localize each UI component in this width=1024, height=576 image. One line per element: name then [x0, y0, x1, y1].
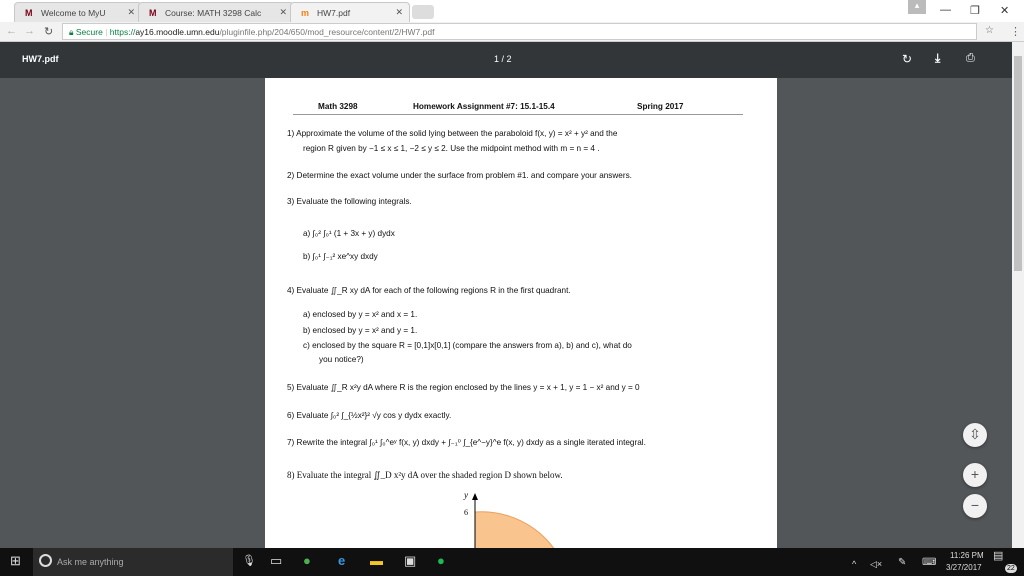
page-total: / 2	[501, 54, 512, 64]
umn-favicon-icon: M	[149, 8, 157, 18]
question-7: 7) Rewrite the integral ∫₀¹ ∫₀^eʸ f(x, y) dxdy + ∫₋₁⁰ ∫_{e^−y}^e f(x, y) dxdy as a single iterated integral.	[287, 438, 646, 447]
zoom-in-button[interactable]: +	[963, 463, 987, 487]
address-bar-row	[0, 22, 1024, 42]
scrollbar-thumb[interactable]	[1014, 56, 1022, 271]
task-view-icon[interactable]: ▭	[270, 553, 283, 568]
question-1-cont: region R given by −1 ≤ x ≤ 1, −2 ≤ y ≤ 2. Use the midpoint method with m = n = 4 .	[303, 144, 600, 153]
bookmark-star-icon[interactable]: ☆	[985, 25, 994, 36]
forward-icon[interactable]: →	[24, 25, 35, 37]
lock-icon: 🔒︎	[69, 27, 76, 37]
url-input[interactable]: 🔒︎ Secure | https://ay16.moodle.umn.edu/pluginfile.php/204/650/mod_resource/content/2/HW7.pdf	[62, 23, 977, 40]
question-1: 1) Approximate the volume of the solid lying between the paraboloid f(x, y) = x² + y² and the	[287, 129, 618, 138]
question-4c-cont: you notice?)	[319, 355, 364, 364]
profile-icon[interactable]: ▴	[908, 0, 926, 14]
restore-button[interactable]: ❐	[970, 5, 980, 17]
question-8: 8) Evaluate the integral ∬_D x²y dA over the shaded region D shown below.	[287, 470, 563, 480]
back-icon[interactable]: ←	[6, 25, 17, 37]
minimize-button[interactable]: —	[940, 4, 951, 16]
tab-strip	[0, 0, 1024, 22]
clock-date[interactable]: 3/27/2017	[946, 563, 982, 572]
y-tick-6: 6	[464, 508, 469, 517]
question-3a: a) ∫₀² ∫₀¹ (1 + 3x + y) dydx	[303, 229, 395, 238]
doc-course: Math 3298	[318, 102, 358, 111]
search-placeholder: Ask me anything	[57, 557, 124, 567]
pdf-toolbar	[0, 42, 1012, 78]
url-host: ay16.moodle.umn.edu	[135, 27, 220, 37]
page-indicator	[494, 54, 512, 64]
close-tab-icon[interactable]: ✕	[279, 7, 287, 17]
question-2: 2) Determine the exact volume under the surface from problem #1. and compare your answers.	[287, 171, 632, 180]
region-d-figure	[445, 490, 565, 550]
new-tab-button[interactable]	[412, 5, 434, 19]
print-icon[interactable]: ⎙	[966, 52, 975, 64]
spotify-icon[interactable]: ●	[437, 553, 445, 568]
doc-term: Spring 2017	[637, 102, 684, 111]
url-path: /pluginfile.php/204/650/mod_resource/content/2/HW7.pdf	[219, 27, 435, 37]
moodle-favicon-icon: m	[301, 8, 310, 18]
tab-label: Course: MATH 3298 Calc	[165, 8, 262, 18]
action-center-icon[interactable]: ▤	[993, 550, 1004, 562]
taskbar	[0, 548, 1024, 576]
cortana-search[interactable]	[33, 548, 233, 576]
edge-icon[interactable]: e	[338, 553, 346, 568]
url-scheme: https://	[109, 27, 136, 37]
tab-label: Welcome to MyU	[41, 8, 106, 18]
question-4a: a) enclosed by y = x² and x = 1.	[303, 310, 418, 319]
windows-start-icon[interactable]: ⊞	[10, 553, 21, 568]
close-window-button[interactable]: ✕	[1000, 5, 1010, 17]
header-rule	[293, 114, 743, 115]
question-3: 3) Evaluate the following integrals.	[287, 197, 412, 206]
microphone-icon[interactable]: 🎙︎	[242, 555, 256, 567]
tab-course[interactable]	[138, 2, 294, 22]
pdf-page	[265, 78, 777, 548]
show-hidden-icons[interactable]: ^	[852, 559, 857, 569]
tab-label: HW7.pdf	[317, 8, 351, 18]
question-4c: c) enclosed by the square R = [0,1]x[0,1] (compare the answers from a), b) and c), what do	[303, 341, 632, 350]
scrollbar[interactable]	[1012, 42, 1024, 548]
question-4: 4) Evaluate ∬_R xy dA for each of the following regions R in the first quadrant.	[287, 286, 571, 295]
question-5: 5) Evaluate ∬_R x²y dA where R is the region enclosed by the lines y = x + 1, y = 1 − x² and y = 0	[287, 383, 640, 392]
shaded-region-d	[475, 512, 555, 550]
tab-welcome[interactable]	[14, 2, 142, 22]
pen-icon[interactable]: ✎	[898, 557, 907, 568]
download-icon[interactable]: ⤓	[935, 51, 941, 65]
keyboard-icon[interactable]: ⌨	[922, 557, 937, 568]
question-3b: b) ∫₀¹ ∫₋₁² xe^xy dxdy	[303, 252, 378, 261]
menu-icon[interactable]: ⋮	[1010, 26, 1021, 38]
close-tab-icon[interactable]: ✕	[395, 7, 403, 17]
umn-favicon-icon: M	[25, 8, 33, 18]
secure-label: Secure	[75, 27, 103, 37]
cortana-circle-icon	[39, 554, 52, 567]
notification-count: 22	[1007, 565, 1015, 572]
zoom-out-button[interactable]: −	[963, 494, 987, 518]
close-tab-icon[interactable]: ✕	[127, 7, 135, 17]
question-4b: b) enclosed by y = x² and y = 1.	[303, 326, 418, 335]
store-icon[interactable]: ▣	[404, 553, 417, 568]
y-axis-label: y	[464, 490, 468, 500]
question-6: 6) Evaluate ∫₀² ∫_{½x²}² √y cos y dydx exactly.	[287, 411, 452, 420]
page-number[interactable]: 1	[494, 54, 500, 64]
y-axis-arrow-icon	[472, 493, 478, 500]
tab-hw7[interactable]	[290, 2, 410, 22]
fit-to-page-button[interactable]: ⇳	[963, 423, 987, 447]
chrome-icon[interactable]: ●	[303, 553, 311, 568]
volume-muted-icon[interactable]: ◁×	[870, 559, 883, 569]
rotate-icon[interactable]: ↻	[902, 52, 913, 66]
doc-assignment: Homework Assignment #7: 15.1-15.4	[413, 102, 555, 111]
file-explorer-icon[interactable]: ▬	[370, 553, 383, 568]
clock-time[interactable]: 11:26 PM	[950, 551, 984, 560]
pdf-title: HW7.pdf	[22, 54, 59, 64]
reload-icon[interactable]: ↻	[44, 26, 54, 38]
